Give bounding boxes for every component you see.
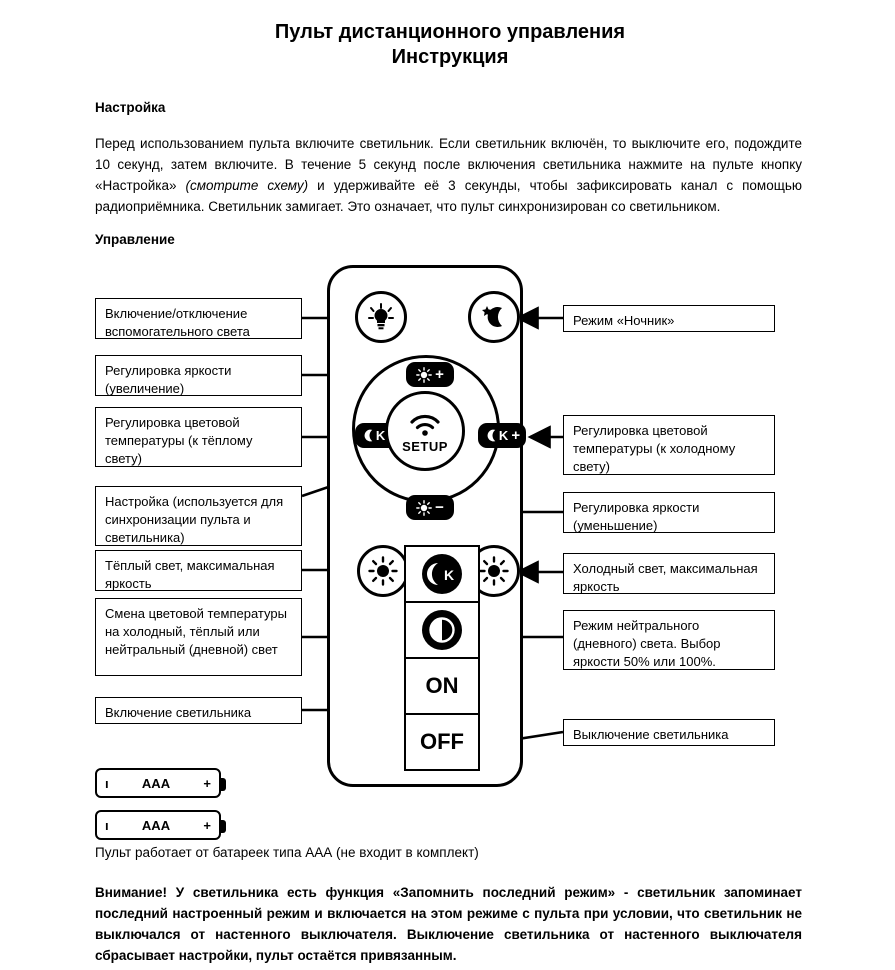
half-circle-glyph (427, 615, 457, 645)
brightness-up-label: + (435, 366, 444, 383)
battery-2-label: ААА (141, 817, 171, 833)
battery-2-plus: + (203, 817, 211, 833)
callout-cold-temp: Регулировка цветовой температуры (к холодному свету) (563, 415, 775, 475)
warm-temperature-label: K (375, 428, 386, 443)
moon-k-icon (422, 554, 462, 594)
sun-icon (479, 556, 509, 586)
sun-icon (368, 556, 398, 586)
battery-1-plus: + (203, 775, 211, 791)
svg-text:K: K (444, 567, 455, 583)
wifi-icon (408, 413, 442, 437)
aux-light-button[interactable] (355, 291, 407, 343)
battery-2 (95, 810, 221, 840)
setup-button[interactable] (385, 391, 465, 471)
battery-terminal-nub (220, 820, 226, 833)
moon-star-icon (478, 302, 510, 332)
callout-power-off: Выключение светильника (563, 719, 775, 746)
battery-terminal-nub (220, 778, 226, 791)
remote-key-column (404, 545, 480, 771)
callout-setup: Настройка (используется для синхронизации пульта и светильника) (95, 486, 302, 546)
night-mode-button[interactable] (468, 291, 520, 343)
callout-warm-max: Тёплый свет, максимальная яркость (95, 550, 302, 591)
neutral-mode-key[interactable] (406, 603, 478, 659)
battery-2-minus: ı (105, 817, 109, 833)
setup-paragraph-part1: Перед использованием пульта включите светильник. Если светильник включён, то выключите его, подождите 10 секунд, затем включите. В течение 5 секунд после включения светильника нажмите на пульте кнопку «Настройка» (95, 136, 802, 193)
callout-temp-change: Смена цветовой температуры на холодный, тёплый или нейтральный (дневной) свет (95, 598, 302, 676)
cold-temperature-label: K (498, 428, 509, 443)
warm-max-button[interactable] (357, 545, 409, 597)
page-title (120, 20, 780, 70)
half-contrast-icon (422, 610, 462, 650)
callout-neutral-mode: Режим нейтрального (дневного) света. Выбор яркости 50% или 100%. (563, 610, 775, 670)
sun-icon (416, 500, 432, 516)
warning-text: Внимание! У светильника есть функция «Запомнить последний режим» - светильник запоминает последний настроенный режим и включается на этом режиме с пульта при условии, что светильник не выключался от настенного выключателя. Выключение светильника от настенного выключателя сбрасывает настройки, пульт остаётся привязанным. (95, 885, 802, 963)
callout-brightness-up: Регулировка яркости (увеличение) (95, 355, 302, 396)
callout-brightness-down: Регулировка яркости (уменьшение) (563, 492, 775, 533)
control-heading: Управление (95, 232, 175, 247)
callout-warm-temp: Регулировка цветовой температуры (к тёплому свету) (95, 407, 302, 467)
power-off-key[interactable]: OFF (420, 729, 464, 754)
page-title-line1: Пульт дистанционного управления (274, 21, 626, 43)
setup-heading: Настройка (95, 100, 166, 115)
battery-1-label: ААА (141, 775, 171, 791)
power-on-key[interactable]: ON (406, 659, 478, 715)
brightness-down-button[interactable] (406, 495, 454, 520)
callout-power-on: Включение светильника (95, 697, 302, 724)
brightness-down-label: − (435, 499, 444, 516)
sun-icon (416, 367, 432, 383)
callout-night-mode: Режим «Ночник» (563, 305, 775, 332)
setup-paragraph-italic: (смотрите схему) (185, 178, 309, 193)
setup-paragraph-part2: и удерживайте её 3 секунды, чтобы зафиксировать канал с помощью радиоприёмника. Светильник замигает. Это означает, что пульт синхронизирован со светильником. (95, 178, 802, 214)
cold-temperature-sign: + (511, 427, 521, 444)
battery-note: Пульт работает от батареек типа ААА (не входит в комплект) (95, 845, 479, 860)
color-temperature-key[interactable] (406, 547, 478, 603)
brightness-up-button[interactable] (406, 362, 454, 387)
setup-button-label: SETUP (402, 438, 448, 454)
page-title-line2: Инструкция (391, 46, 509, 68)
moon-icon (484, 428, 499, 443)
bulb-rays-icon (366, 302, 396, 332)
battery-1-minus: ı (105, 775, 109, 791)
moon-icon (361, 428, 376, 443)
callout-cold-max: Холодный свет, максимальная яркость (563, 553, 775, 594)
callout-aux-light: Включение/отключение вспомогательного света (95, 298, 302, 339)
battery-1 (95, 768, 221, 798)
cold-temperature-button[interactable] (478, 423, 526, 448)
moon-k-glyph (425, 561, 459, 587)
setup-paragraph (95, 133, 802, 217)
